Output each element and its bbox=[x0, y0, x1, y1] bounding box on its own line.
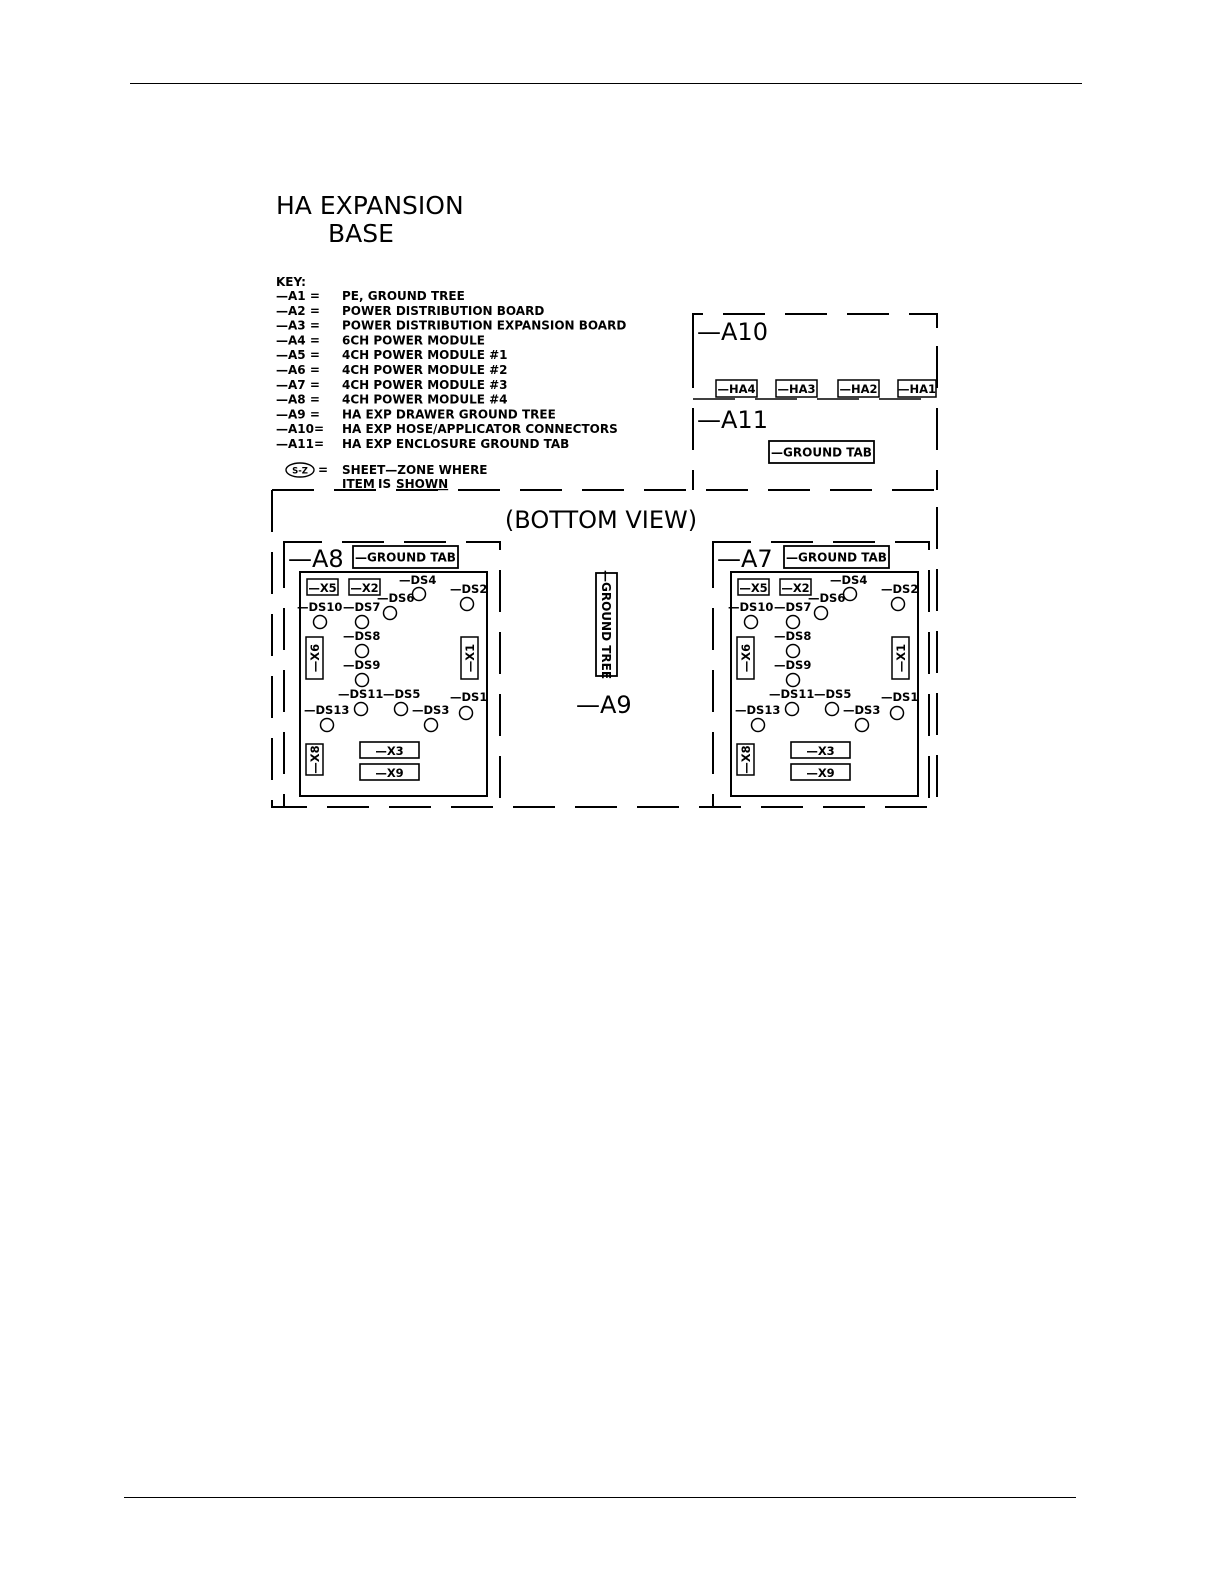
title-line2: BASE bbox=[328, 219, 394, 248]
connector-x2: —X2 bbox=[781, 581, 810, 595]
connector-x5: —X5 bbox=[308, 581, 337, 595]
led-ds13-label: —DS13 bbox=[735, 703, 781, 717]
led-ds3-label: —DS3 bbox=[843, 703, 881, 717]
sheet-zone-symbol-text: S-Z bbox=[292, 466, 308, 477]
led-ds7 bbox=[787, 616, 800, 629]
led-ds9 bbox=[356, 674, 369, 687]
led-ds7-label: —DS7 bbox=[343, 600, 381, 614]
led-ds2-label: —DS2 bbox=[450, 582, 488, 596]
key-item-desc: 6CH POWER MODULE bbox=[342, 333, 485, 348]
led-ds13 bbox=[752, 719, 765, 732]
a9-ground-tree bbox=[596, 570, 617, 679]
module-a8 bbox=[288, 545, 487, 796]
led-ds8-label: —DS8 bbox=[774, 629, 812, 643]
key-item-desc: PE, GROUND TREE bbox=[342, 289, 465, 303]
key-item-ref: —A8 = bbox=[276, 392, 320, 407]
key-item-desc: 4CH POWER MODULE #1 bbox=[342, 348, 508, 363]
key-item-ref: —A1 = bbox=[276, 289, 320, 303]
connector-x5: —X5 bbox=[739, 581, 768, 595]
led-ds8 bbox=[787, 645, 800, 658]
led-ds5 bbox=[826, 703, 839, 716]
led-ds5 bbox=[395, 703, 408, 716]
led-ds2 bbox=[461, 598, 474, 611]
sheet-zone-desc-is: IS bbox=[378, 477, 392, 491]
key-item-desc: HA EXP HOSE/APPLICATOR CONNECTORS bbox=[342, 422, 618, 437]
connector-ha3: —HA3 bbox=[777, 382, 816, 396]
led-ds6 bbox=[815, 607, 828, 620]
a11-ground-tab: —GROUND TAB bbox=[771, 445, 872, 460]
connector-x1: —X1 bbox=[463, 643, 477, 673]
key-item-ref: —A7 = bbox=[276, 377, 320, 392]
led-ds13-label: —DS13 bbox=[304, 703, 350, 717]
led-ds7-label: —DS7 bbox=[774, 600, 812, 614]
led-ds11-label: —DS11 bbox=[338, 687, 384, 701]
led-ds5-label: —DS5 bbox=[383, 687, 421, 701]
module-a7 bbox=[717, 545, 918, 796]
key-item-desc: 4CH POWER MODULE #3 bbox=[342, 377, 508, 392]
led-ds7 bbox=[356, 616, 369, 629]
led-ds1 bbox=[460, 707, 473, 720]
sheet-zone-equals: = bbox=[318, 463, 329, 477]
connector-x6: —X6 bbox=[308, 643, 322, 673]
bottom-view-label: (BOTTOM VIEW) bbox=[504, 506, 698, 534]
title-line1: HA EXPANSION bbox=[276, 191, 464, 220]
connector-x3: —X3 bbox=[806, 744, 835, 758]
led-ds9-label: —DS9 bbox=[774, 658, 812, 672]
led-ds1-label: —DS1 bbox=[450, 690, 488, 704]
led-ds6 bbox=[384, 607, 397, 620]
key-item-desc: POWER DISTRIBUTION EXPANSION BOARD bbox=[342, 318, 627, 333]
led-ds11-label: —DS11 bbox=[769, 687, 815, 701]
led-ds4-label: —DS4 bbox=[830, 573, 868, 587]
sheet-zone-desc-line1: SHEET—ZONE WHERE bbox=[342, 463, 488, 477]
module-label: —A8 bbox=[288, 545, 344, 573]
connector-x3: —X3 bbox=[375, 744, 404, 758]
key-item-desc: POWER DISTRIBUTION BOARD bbox=[342, 303, 545, 318]
module-ground-tab: —GROUND TAB bbox=[786, 550, 887, 565]
led-ds10 bbox=[314, 616, 327, 629]
connector-ha4: —HA4 bbox=[717, 382, 756, 396]
led-ds6-label: —DS6 bbox=[377, 591, 415, 605]
key-item-ref: —A6 = bbox=[276, 363, 320, 377]
key-item-ref: —A9 = bbox=[276, 407, 320, 422]
connector-x6: —X6 bbox=[739, 643, 753, 673]
led-ds13 bbox=[321, 719, 334, 732]
sheet-zone-symbol bbox=[286, 463, 314, 477]
key-item-desc: HA EXP DRAWER GROUND TREE bbox=[342, 407, 556, 422]
led-ds4-label: —DS4 bbox=[399, 573, 437, 587]
connector-ha2: —HA2 bbox=[839, 382, 878, 396]
led-ds2 bbox=[892, 598, 905, 611]
led-ds9 bbox=[787, 674, 800, 687]
module-label: —A7 bbox=[717, 545, 773, 573]
connector-x8: —X8 bbox=[308, 745, 322, 774]
key-item-desc: HA EXP ENCLOSURE GROUND TAB bbox=[342, 437, 570, 451]
a9-ground-tree-text: —GROUND TREE bbox=[599, 569, 613, 680]
a11-label: —A11 bbox=[697, 406, 768, 434]
key-legend bbox=[276, 275, 626, 491]
connector-x1: —X1 bbox=[894, 643, 908, 673]
sheet-zone-desc-shown: SHOWN bbox=[396, 477, 449, 491]
a9-label: —A9 bbox=[576, 691, 632, 719]
connector-x9: —X9 bbox=[806, 766, 835, 780]
key-item-ref: —A4 = bbox=[276, 333, 320, 348]
key-heading: KEY: bbox=[276, 275, 306, 289]
led-ds3-label: —DS3 bbox=[412, 703, 450, 717]
led-ds6-label: —DS6 bbox=[808, 591, 846, 605]
led-ds3 bbox=[856, 719, 869, 732]
key-item-ref: —A10= bbox=[276, 422, 325, 437]
sheet-zone-desc-item: ITEM bbox=[342, 477, 375, 491]
connector-x9: —X9 bbox=[375, 766, 404, 780]
led-ds8 bbox=[356, 645, 369, 658]
led-ds2-label: —DS2 bbox=[881, 582, 919, 596]
led-ds1-label: —DS1 bbox=[881, 690, 919, 704]
led-ds10-label: —DS10 bbox=[728, 600, 774, 614]
key-item-ref: —A5 = bbox=[276, 348, 320, 363]
key-item-desc: 4CH POWER MODULE #4 bbox=[342, 392, 508, 407]
led-ds4 bbox=[413, 588, 426, 601]
led-ds3 bbox=[425, 719, 438, 732]
led-ds9-label: —DS9 bbox=[343, 658, 381, 672]
led-ds11 bbox=[786, 703, 799, 716]
connector-ha1: —HA1 bbox=[897, 382, 937, 396]
led-ds5-label: —DS5 bbox=[814, 687, 852, 701]
a10-label: —A10 bbox=[697, 318, 768, 346]
led-ds10-label: —DS10 bbox=[297, 600, 343, 614]
led-ds11 bbox=[355, 703, 368, 716]
key-item-desc: 4CH POWER MODULE #2 bbox=[342, 363, 508, 377]
key-item-ref: —A2 = bbox=[276, 303, 320, 318]
led-ds1 bbox=[891, 707, 904, 720]
led-ds8-label: —DS8 bbox=[343, 629, 381, 643]
key-item-ref: —A11= bbox=[276, 437, 325, 451]
led-ds4 bbox=[844, 588, 857, 601]
led-ds10 bbox=[745, 616, 758, 629]
connector-x2: —X2 bbox=[350, 581, 379, 595]
key-item-ref: —A3 = bbox=[276, 318, 320, 333]
module-ground-tab: —GROUND TAB bbox=[355, 550, 456, 565]
ha-connectors bbox=[716, 380, 936, 397]
connector-x8: —X8 bbox=[739, 745, 753, 774]
